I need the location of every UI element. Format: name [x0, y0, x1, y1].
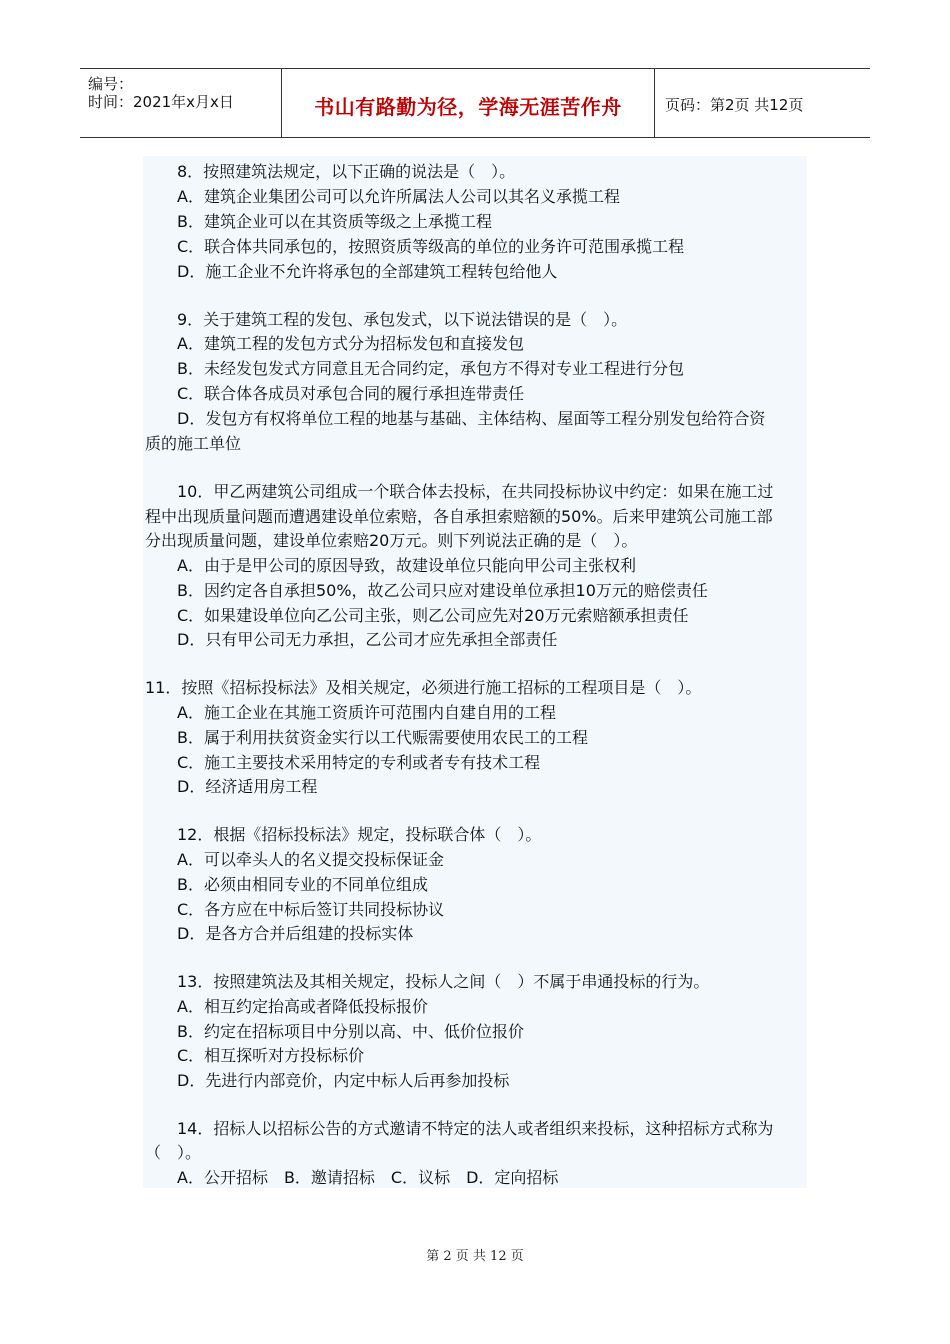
question-13-stem: 13．按照建筑法及其相关规定，投标人之间（ ）不属于串通投标的行为。	[177, 972, 710, 991]
question-11-stem: 11．按照《招标投标法》及相关规定，必须进行施工招标的工程项目是（ ）。	[145, 678, 702, 697]
question-13-option-c: C．相互探听对方投标标价	[177, 1046, 365, 1065]
question-10-stem: 10．甲乙两建筑公司组成一个联合体去投标，在共同投标协议中约定：如果在施工过	[177, 482, 774, 501]
page-number-label: 页码：第2页 共12页	[665, 96, 804, 114]
question-10-option-d: D．只有甲公司无力承担，乙公司才应先承担全部责任	[177, 630, 558, 649]
question-10-option-c: C．如果建设单位向乙公司主张，则乙公司应先对20万元索赔额承担责任	[177, 606, 689, 625]
question-12-option-b: B．必须由相同专业的不同单位组成	[177, 875, 428, 894]
question-11-option-a: A．施工企业在其施工资质许可范围内自建自用的工程	[177, 703, 556, 722]
question-8-option-a: A．建筑企业集团公司可以允许所属法人公司以其名义承揽工程	[177, 187, 620, 206]
question-13-option-a: A．相互约定抬高或者降低投标报价	[177, 997, 428, 1016]
motto: 书山有路勤为径，学海无涯苦作舟	[314, 95, 622, 119]
header-motto-cell	[282, 69, 655, 137]
question-10-option-b: B．因约定各自承担50%，故乙公司只应对建设单位承担10万元的赔偿责任	[177, 581, 708, 600]
question-14-stem-cont: （ ）。	[145, 1143, 202, 1162]
question-8-stem: 8．按照建筑法规定，以下正确的说法是（ ）。	[177, 162, 516, 181]
question-12-stem: 12．根据《招标投标法》规定，投标联合体（ ）。	[177, 825, 542, 844]
question-10-option-a: A．由于是甲公司的原因导致，故建设单位只能向甲公司主张权利	[177, 556, 636, 575]
question-10-stem-cont-2: 分出现质量问题，建设单位索赔20万元。则下列说法正确的是（ ）。	[145, 531, 638, 550]
header-page-cell	[655, 69, 870, 137]
question-9-option-d-cont: 质的施工单位	[145, 434, 242, 453]
question-11-option-b: B．属于利用扶贫资金实行以工代赈需要使用农民工的工程	[177, 728, 588, 747]
time-label: 时间：2021年x月x日	[88, 93, 234, 111]
question-13-option-b: B．约定在招标项目中分别以高、中、低价位报价	[177, 1022, 524, 1041]
question-9-option-a: A．建筑工程的发包方式分为招标发包和直接发包	[177, 334, 524, 353]
question-12-option-a: A．可以牵头人的名义提交投标保证金	[177, 850, 444, 869]
question-9-stem: 9．关于建筑工程的发包、承包发式，以下说法错误的是（ ）。	[177, 310, 628, 329]
question-11-option-d: D．经济适用房工程	[177, 777, 318, 796]
question-13-option-d: D．先进行内部竞价，内定中标人后再参加投标	[177, 1071, 510, 1090]
question-8-option-b: B．建筑企业可以在其资质等级之上承揽工程	[177, 212, 492, 231]
question-10-stem-cont-1: 程中出现质量问题而遭遇建设单位索赔，各自承担索赔额的50%。后来甲建筑公司施工部	[145, 507, 773, 526]
question-8-option-d: D．施工企业不允许将承包的全部建筑工程转包给他人	[177, 262, 558, 281]
question-9-option-c: C．联合体各成员对承包合同的履行承担连带责任	[177, 384, 525, 403]
question-14-stem: 14．招标人以招标公告的方式邀请不特定的法人或者组织来投标，这种招标方式称为	[177, 1119, 774, 1138]
question-8-option-c: C．联合体共同承包的，按照资质等级高的单位的业务许可范围承揽工程	[177, 237, 685, 256]
question-14-options: A．公开招标 B．邀请招标 C．议标 D．定向招标	[177, 1168, 559, 1187]
page-footer: 第 2 页 共 12 页	[426, 1249, 524, 1264]
question-9-option-d: D．发包方有权将单位工程的地基与基础、主体结构、屋面等工程分别发包给符合资	[177, 409, 766, 428]
question-11-option-c: C．施工主要技术采用特定的专利或者专有技术工程	[177, 753, 541, 772]
question-12-option-d: D．是各方合并后组建的投标实体	[177, 924, 414, 943]
number-label: 编号：	[88, 75, 134, 93]
question-9-option-b: B．未经发包发式方同意且无合同约定，承包方不得对专业工程进行分包	[177, 359, 684, 378]
page-header	[80, 68, 870, 138]
header-meta-cell	[80, 69, 282, 137]
question-12-option-c: C．各方应在中标后签订共同投标协议	[177, 900, 445, 919]
